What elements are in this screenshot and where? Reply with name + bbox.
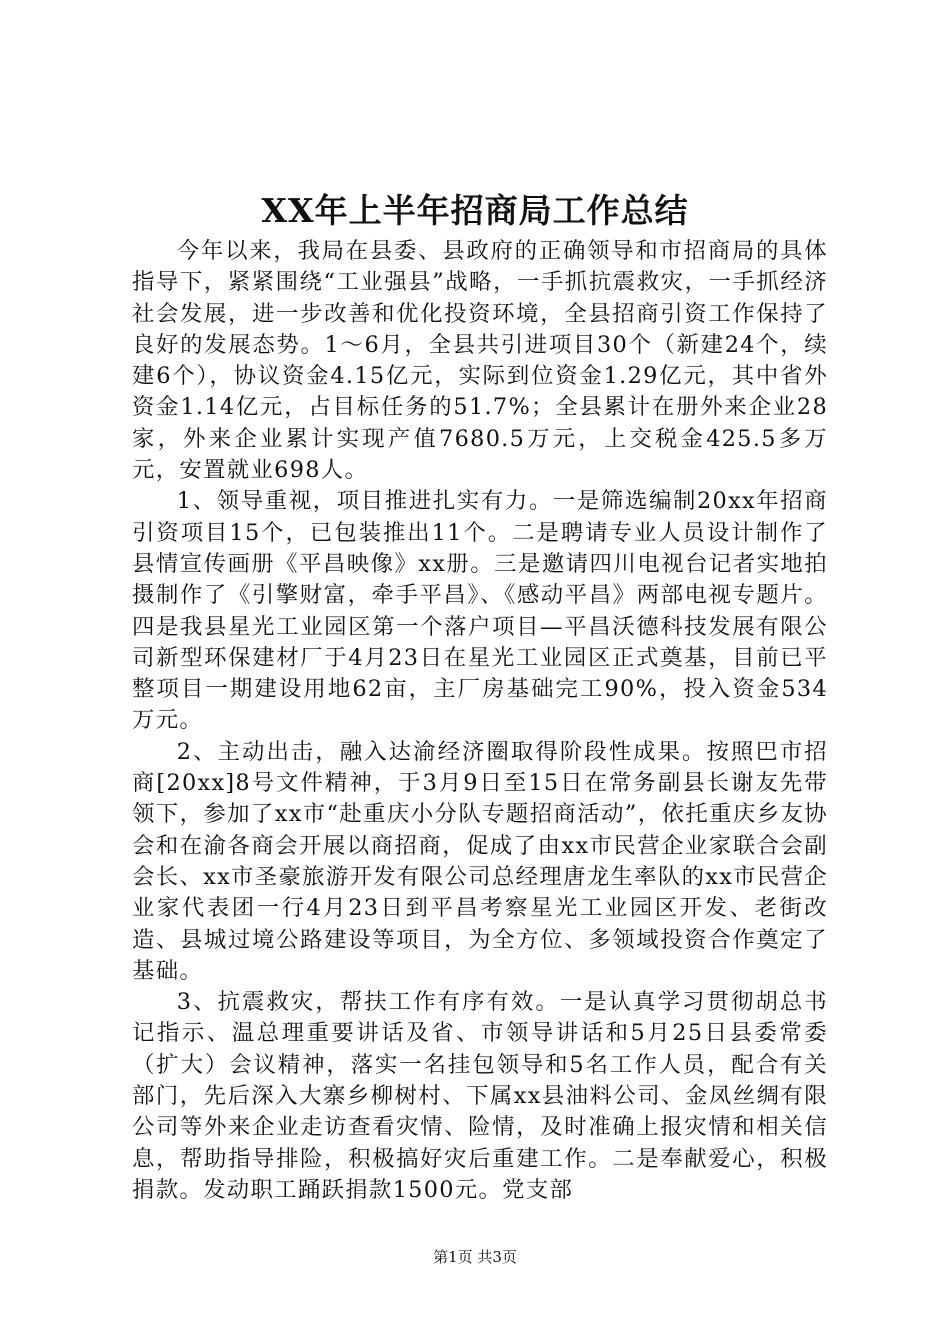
paragraph-intro: 今年以来，我局在县委、县政府的正确领导和市招商局的具体指导下，紧紧围绕“工业强县”战略，一手抓抗震救灾，一手抓经济社会发展，进一步改善和优化投资环境，全县招商引资工作保持了良好的发展态势。1～6月，全县共引进项目30个（新建24个，续建6个），协议资金4.15亿元，实际到位资金1.29亿元，其中省外资金1.14亿元，占目标任务的51.7%；全县累计在册外来企业28家，外来企业累计实现产值7680.5万元，上交税金425.5多万元，安置就业698人。 xyxy=(132,238,828,484)
paragraph-section-1: 1、领导重视，项目推进扎实有力。一是筛选编制20xx年招商引资项目15个，已包装推出11个。二是聘请专业人员设计制作了县情宣传画册《平昌映像》xx册。三是邀请四川电视台记者实地拍摄制作了《引擎财富，牵手平昌》、《感动平昌》两部电视专题片。四是我县星光工业园区第一个落户项目—平昌沃德科技发展有限公司新型环保建材厂于4月23日在星光工业园区正式奠基，目前已平整项目一期建设用地62亩，主厂房基础完工90%，投入资金534万元。 xyxy=(132,488,828,734)
document-body xyxy=(132,236,828,1206)
paragraph-section-3: 3、抗震救灾，帮扶工作有序有效。一是认真学习贯彻胡总书记指示、温总理重要讲话及省、市领导讲话和5月25日县委常委（扩大）会议精神，落实一名挂包领导和5名工作人员，配合有关部门，先后深入大寨乡柳树村、下属xx县油料公司、金凤丝绸有限公司等外来企业走访查看灾情、险情，及时准确上报灾情和相关信息，帮助指导排险，积极搞好灾后重建工作。二是奉献爱心，积极捐款。发动职工踊跃捐款1500元。党支部 xyxy=(132,989,828,1203)
page-number-footer: 第1页 共3页 xyxy=(433,1248,517,1266)
document-title: XX年上半年招商局工作总结 xyxy=(261,191,689,230)
paragraph-section-2: 2、主动出击，融入达渝经济圈取得阶段性成果。按照巴市招商[20xx]8号文件精神，于3月9日至15日在常务副县长谢友先带领下，参加了xx市“赴重庆小分队专题招商活动”，依托重庆乡友协会和在渝各商会开展以商招商，促成了由xx市民营企业家联合会副会长、xx市圣豪旅游开发有限公司总经理唐龙生率队的xx市民营企业家代表团一行4月23日到平昌考察星光工业园区开发、老街改造、县城过境公路建设等项目，为全方位、多领域投资合作奠定了基础。 xyxy=(132,738,828,984)
